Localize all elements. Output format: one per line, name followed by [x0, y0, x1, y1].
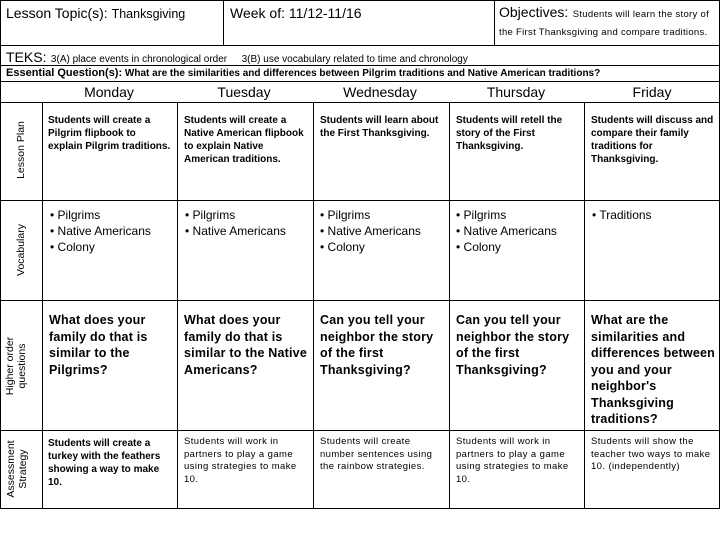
- vocab-item: • Traditions: [592, 208, 652, 222]
- teks: TEKS: 3(A) place events in chronological order 3(B) use vocabulary related to time and chronology: [6, 49, 468, 65]
- vocab-item: • Native Americans: [185, 224, 286, 238]
- day-wednesday: Wednesday: [343, 84, 417, 100]
- vocab-item: • Colony: [50, 240, 95, 254]
- lesson-plan-tuesday: Students will create a Native American flipbook to explain Native American traditions.: [184, 115, 304, 165]
- grid-line: [0, 200, 720, 201]
- day-tuesday: Tuesday: [217, 84, 271, 100]
- vocabulary-thursday: [456, 207, 580, 255]
- grid-line: [0, 430, 720, 431]
- assessment-monday: Students will create a turkey with the feathers showing a way to make 10.: [48, 438, 161, 488]
- week-of: Week of: 11/12-11/16: [230, 5, 362, 21]
- question-wednesday: Can you tell your neighbor the story of the first Thanksgiving?: [320, 313, 434, 377]
- grid-line: [0, 508, 720, 509]
- grid-line: [0, 82, 1, 508]
- assessment-tuesday: Students will work in partners to play a game using strategies to make 10.: [184, 436, 297, 485]
- vocabulary-wednesday: [320, 207, 444, 255]
- assessment-thursday: Students will work in partners to play a game using strategies to make 10.: [456, 436, 569, 485]
- vocab-item: • Colony: [320, 240, 365, 254]
- day-friday: Friday: [632, 84, 672, 100]
- row-label-vocabulary: Vocabulary: [15, 224, 27, 276]
- objectives: Objectives: Students will learn the story of the First Thanksgiving and compare traditions.: [499, 4, 710, 38]
- grid-line: [449, 102, 450, 508]
- row-label-higher-order: Higher order questions: [4, 336, 28, 396]
- question-monday: What does your family do that is similar to the Pilgrims?: [49, 313, 148, 377]
- day-monday: Monday: [84, 84, 134, 100]
- essential-question: Essential Question(s): What are the similarities and differences between Pilgrim traditions and Native American traditions?: [6, 67, 601, 79]
- assessment-wednesday: Students will create number sentences using the rainbow strategies.: [320, 436, 433, 472]
- grid-line: [584, 102, 585, 508]
- vocab-item: • Pilgrims: [185, 208, 236, 222]
- vocabulary-tuesday: [185, 207, 309, 239]
- vocabulary-monday: [50, 207, 174, 255]
- grid-line: [313, 102, 314, 508]
- grid-line: [42, 102, 43, 508]
- lesson-topic: Lesson Topic(s): Thanksgiving: [6, 5, 186, 21]
- lesson-plan-monday: Students will create a Pilgrim flipbook to explain Pilgrim traditions.: [48, 115, 171, 152]
- lesson-plan-wednesday: Students will learn about the First Thanksgiving.: [320, 115, 439, 139]
- vocab-item: • Colony: [456, 240, 501, 254]
- vocab-item: • Native Americans: [456, 224, 557, 238]
- vocab-item: • Pilgrims: [50, 208, 101, 222]
- lesson-plan-thursday: Students will retell the story of the First Thanksgiving.: [456, 115, 563, 152]
- assessment-friday: Students will show the teacher two ways to make 10. (independently): [591, 436, 711, 472]
- vocab-item: • Pilgrims: [320, 208, 371, 222]
- vocab-item: • Native Americans: [50, 224, 151, 238]
- question-friday: What are the similarities and differences between you and your neighbor's Thanksgiving traditions?: [591, 313, 715, 426]
- row-label-assessment: Assessment Strategy: [5, 440, 29, 498]
- vocabulary-friday: [592, 207, 716, 223]
- question-tuesday: What does your family do that is similar to the Native Americans?: [184, 313, 307, 377]
- grid-line: [177, 102, 178, 508]
- grid-line: [0, 300, 720, 301]
- lesson-plan-friday: Students will discuss and compare their family traditions for Thanksgiving.: [591, 115, 714, 165]
- day-thursday: Thursday: [486, 84, 546, 100]
- vocab-item: • Pilgrims: [456, 208, 507, 222]
- row-label-lesson-plan: Lesson Plan: [15, 121, 27, 179]
- grid-line: [0, 102, 720, 103]
- question-thursday: Can you tell your neighbor the story of the first Thanksgiving?: [456, 313, 570, 377]
- vocab-item: • Native Americans: [320, 224, 421, 238]
